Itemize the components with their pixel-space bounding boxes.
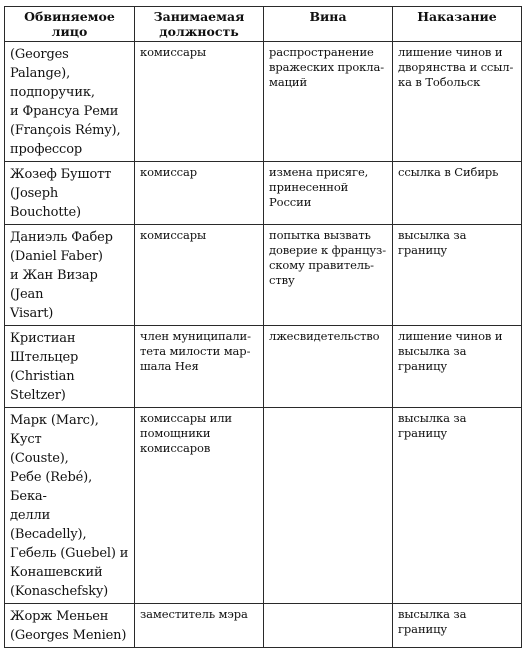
cell-person <box>5 604 135 648</box>
guilt-text: распространение вражеских прокла- маций <box>269 45 384 89</box>
header-person <box>5 7 135 42</box>
cell-person <box>5 408 135 604</box>
position-text: член муниципали- тета милости мар- шала Нея <box>140 329 251 373</box>
punishment-text: высылка за границу <box>398 411 467 440</box>
punishment-text: лишение чинов и дворянства и ссыл- ка в Тобольск <box>398 45 514 89</box>
position-text: комиссары <box>140 228 207 242</box>
person-text: Жорж Меньен (Georges Menien) <box>10 609 127 643</box>
header-row <box>5 7 522 42</box>
guilt-text: попытка вызвать доверие к француз- скому правитель- ству <box>269 228 387 287</box>
header-guilt-label: Вина <box>309 9 347 24</box>
cell-guilt <box>264 604 393 648</box>
cell-person <box>5 162 135 225</box>
cell-guilt <box>264 162 393 225</box>
person-text: Кристиан Штельцер (Christian Steltzer) <box>10 331 79 403</box>
header-position <box>135 7 264 42</box>
table-row <box>5 225 522 326</box>
table-header <box>5 7 522 42</box>
cell-position <box>135 326 264 408</box>
cell-position <box>135 162 264 225</box>
header-punishment-label: Наказание <box>417 9 497 24</box>
header-position-label: Занимаемая должность <box>153 9 245 39</box>
accused-persons-table <box>4 6 522 648</box>
cell-punishment <box>393 162 522 225</box>
header-person-label: Обвиняемое лицо <box>24 9 115 39</box>
position-text: комиссары или помощники комиссаров <box>140 411 232 455</box>
cell-punishment <box>393 42 522 162</box>
table-row <box>5 326 522 408</box>
person-text: Марк (Marc), Куст (Couste), Ребе (Rebé), Бека- делли (Becadelly), Гебель (Guebel) и Конашевский (Konaschefsky) <box>10 413 129 599</box>
table-row <box>5 408 522 604</box>
punishment-text: лишение чинов и высылка за границу <box>398 329 503 373</box>
table-row <box>5 162 522 225</box>
person-text: Даниэль Фабер (Daniel Faber) и Жан Визар (Jean Visart) <box>10 230 113 321</box>
cell-punishment <box>393 604 522 648</box>
person-text: Жозеф Бушотт (Joseph Bouchotte) <box>10 167 112 220</box>
cell-position <box>135 408 264 604</box>
punishment-text: высылка за границу <box>398 228 467 257</box>
position-text: заместитель мэра <box>140 607 248 621</box>
position-text: комиссар <box>140 165 198 179</box>
table-body <box>5 42 522 648</box>
punishment-text: высылка за границу <box>398 607 467 636</box>
header-punishment <box>393 7 522 42</box>
person-text: (Georges Palange), подпоручик, и Франсуа Реми (François Rémy), профессор <box>10 47 121 157</box>
cell-position <box>135 42 264 162</box>
cell-position <box>135 225 264 326</box>
guilt-text: лжесвидетельство <box>269 329 380 343</box>
punishment-text: ссылка в Сибирь <box>398 165 499 179</box>
cell-guilt <box>264 42 393 162</box>
cell-person <box>5 326 135 408</box>
table-row <box>5 604 522 648</box>
table-row <box>5 42 522 162</box>
cell-guilt <box>264 326 393 408</box>
cell-punishment <box>393 326 522 408</box>
cell-person <box>5 42 135 162</box>
cell-guilt <box>264 408 393 604</box>
cell-position <box>135 604 264 648</box>
header-guilt <box>264 7 393 42</box>
cell-guilt <box>264 225 393 326</box>
cell-punishment <box>393 225 522 326</box>
position-text: комиссары <box>140 45 207 59</box>
guilt-text: измена присяге, принесенной России <box>269 165 369 209</box>
cell-person <box>5 225 135 326</box>
cell-punishment <box>393 408 522 604</box>
